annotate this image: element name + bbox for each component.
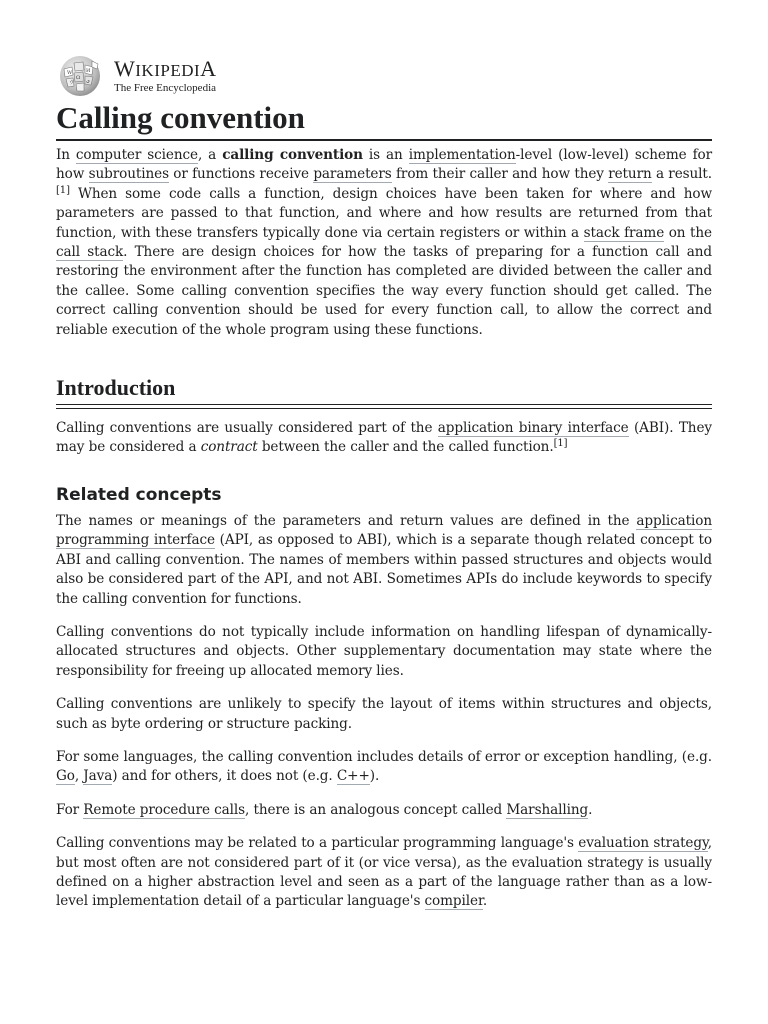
related-paragraph-lifespan: Calling conventions do not typically include information on handling lifespan of dynamically-allocated structures and objects. Other supplementary documentation may state where the responsibility for freeing up allocated memory lies. (56, 623, 712, 679)
related-paragraph-evaluation-strategy: Calling conventions may be related to a particular programming language's evaluation strategy, but most often are not considered part of it (or vice versa), as the evaluation strategy is usually defined on a higher abstraction level and seen as a part of the language rather than as a low-level implementation detail of a particular language's compiler. (56, 835, 712, 910)
svg-text:ي: ي (86, 78, 90, 84)
bold-term: calling convention (222, 147, 363, 163)
link-evaluation-strategy[interactable]: evaluation strategy (578, 835, 708, 852)
page-title: Calling convention (56, 100, 712, 141)
link-call-stack[interactable]: call stack (56, 244, 124, 261)
link-cpp[interactable]: C++ (336, 768, 370, 785)
svg-text:Ω: Ω (76, 75, 81, 81)
link-parameters[interactable]: parameters (313, 166, 392, 183)
link-marshalling[interactable]: Marshalling (506, 801, 589, 818)
link-compiler[interactable]: compiler (424, 893, 483, 910)
link-computer-science[interactable]: computer science (75, 147, 198, 163)
link-java[interactable]: Java (83, 768, 113, 785)
reference-1[interactable]: [1] (56, 184, 70, 196)
link-implementation[interactable]: implementation (408, 147, 516, 163)
wikipedia-wordmark: WIKIPEDIA (114, 56, 217, 81)
related-paragraph-exceptions: For some languages, the calling convention includes details of error or exception handling, (e.g. Go, Java) and for others, it does not (e.g. C++). (56, 748, 712, 785)
link-remote-procedure-calls[interactable]: Remote procedure calls (83, 801, 246, 818)
wikipedia-tagline: The Free Encyclopedia (114, 82, 217, 94)
wikipedia-globe-icon (56, 55, 104, 97)
svg-text:И: И (86, 68, 91, 74)
related-paragraph-api: The names or meanings of the parameters and return values are defined in the application programming interface (API, as opposed to ABI), which is a separate though related concept to ABI and calling convention. The names of members within passed structures and objects would also be considered part of the API, and not ABI. Sometimes APIs do include keywords to specify the calling convention for functions. (56, 512, 712, 607)
introduction-paragraph: Calling conventions are usually considered part of the application binary interface (ABI). They may be considered a contract between the caller and the called function.[1] (56, 420, 712, 456)
svg-text:ウ: ウ (69, 80, 75, 86)
related-paragraph-layout: Calling conventions are unlikely to specify the layout of items within structures and objects, such as byte ordering or structure packing. (56, 696, 712, 732)
link-subroutines[interactable]: subroutines (88, 166, 169, 183)
wikipedia-brand (114, 58, 217, 94)
link-return[interactable]: return (608, 166, 652, 183)
link-stack-frame[interactable]: stack frame (583, 224, 665, 241)
article-page (56, 0, 712, 912)
section-heading-introduction: Introduction (56, 374, 712, 405)
subsection-heading-related-concepts: Related concepts (56, 484, 222, 505)
link-go[interactable]: Go (56, 768, 75, 785)
reference-1[interactable]: [1] (553, 438, 568, 450)
svg-text:W: W (67, 70, 73, 76)
link-application-binary-interface[interactable]: application binary interface (437, 420, 629, 437)
link-application-programming-interface[interactable]: application programming interface (56, 512, 712, 549)
italic-term: contract (200, 439, 258, 456)
lead-paragraph: In computer science, a calling convention is an implementation-level (low-level) scheme for how subroutines or functions receive parameters from their caller and how they return a result.[1] When some code calls a function, design choices have been taken for where and how parameters are passed to that function, and where and how results are returned from that function, with these transfers typically done via certain registers or within a stack frame on the call stack. There are design choices for how the tasks of preparing for a function call and restoring the environment after the function has completed are divided between the caller and the callee. Some calling convention specifies the way every function should get called. The correct calling convention should be used for every function call, to allow the correct and reliable execution of the whole program using these functions. (56, 147, 713, 338)
related-paragraph-rpc: For Remote procedure calls, there is an analogous concept called Marshalling. (56, 801, 593, 818)
wikipedia-masthead[interactable] (56, 54, 712, 98)
